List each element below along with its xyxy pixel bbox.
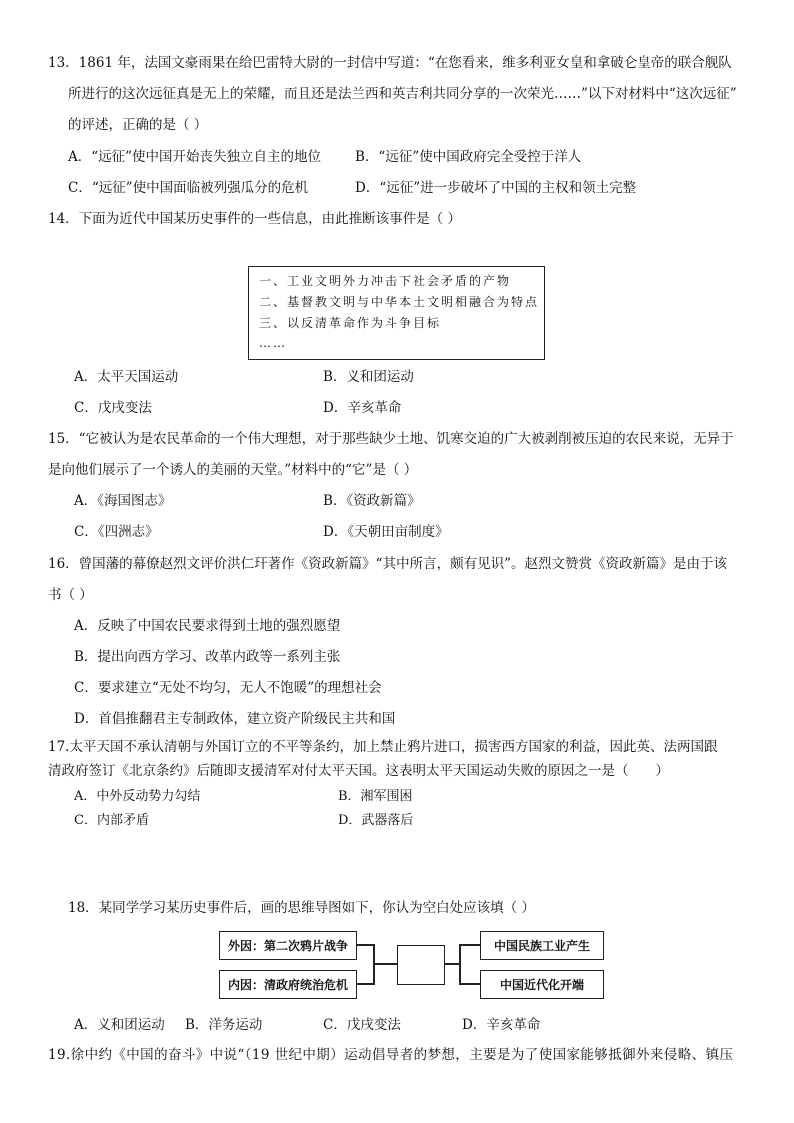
- mindmap-connector: [373, 963, 397, 965]
- q16-stem-line-1: 16．曾国藩的幕僚赵烈文评价洪仁玕著作《资政新篇》“其中所言，颇有见识”。赵烈文赞赏《资政新篇》是由于该: [48, 556, 727, 572]
- mindmap-external-cause: 外因：第二次鸦片战争: [219, 931, 357, 960]
- q14-option-d: D．辛亥革命: [323, 400, 402, 416]
- mindmap-result-industry: 中国民族工业产生: [480, 931, 604, 960]
- q14-info-line-1: 一、工业文明外力冲击下社会矛盾的产物: [259, 274, 512, 288]
- q13-stem-line-3: 的评述，正确的是（ ）: [68, 117, 208, 133]
- q18-option-b: B．洋务运动: [185, 1017, 263, 1033]
- q16-option-d: D．首倡推翻君主专制政体，建立资产阶级民主共和国: [74, 711, 396, 727]
- mindmap-connector: [459, 983, 480, 985]
- q14-info-line-2: 二、基督教文明与中华本土文明相融合为特点: [259, 295, 540, 309]
- mindmap-connector: [356, 983, 374, 985]
- q18-option-c: C．戊戌变法: [323, 1017, 401, 1033]
- q17-option-d: D．武器落后: [338, 813, 414, 828]
- q15-stem-line-2: 是向他们展示了一个诱人的美丽的天堂。”材料中的“它”是（ ）: [48, 462, 418, 478]
- q13-option-a: A．“远征”使中国开始丧失独立自主的地位: [68, 149, 322, 165]
- q15-option-c: C．《四洲志》: [74, 524, 159, 540]
- q15-option-d: D．《天朝田亩制度》: [323, 524, 449, 540]
- q14-option-a: A．太平天国运动: [74, 369, 179, 385]
- mindmap-result-modernization: 中国近代化开端: [480, 970, 604, 999]
- q15-option-b: B．《资政新篇》: [323, 493, 421, 509]
- q17-option-a: A．中外反动势力勾结: [74, 789, 201, 804]
- mindmap-connector: [459, 944, 461, 985]
- q15-stem-line-1: 15．“它被认为是农民革命的一个伟大理想，对于那些缺少土地、饥寒交迫的广大被剥削被压迫的农民来说，无异于: [48, 431, 734, 447]
- q13-stem-line-2: 所进行的这次远征真是无上的荣耀，而且还是法兰西和英吉利共同分享的一次荣光……”以下对材料中“这次远征”: [68, 86, 737, 102]
- q16-option-c: C．要求建立“无处不均匀，无人不饱暖”的理想社会: [74, 680, 382, 696]
- q14-info-line-3: 三、以反清革命作为斗争目标: [259, 316, 442, 330]
- q18-option-d: D．辛亥革命: [462, 1017, 541, 1033]
- q13-stem-line-1: 13．1861 年，法国文豪雨果在给巴雷特大尉的一封信中写道：“在您看来，维多利亚女皇和拿破仑皇帝的联合舰队: [48, 55, 732, 71]
- q13-option-c: C．“远征”使中国面临被列强瓜分的危机: [68, 180, 309, 196]
- q14-info-line-4: ……: [259, 336, 287, 350]
- q13-option-b: B．“远征”使中国政府完全受控于洋人: [355, 149, 582, 165]
- q18-option-a: A．义和团运动: [74, 1017, 165, 1033]
- q17-option-b: B．湘军围困: [338, 789, 413, 804]
- mindmap-internal-cause: 内因：清政府统治危机: [219, 970, 357, 999]
- mindmap-connector: [356, 944, 374, 946]
- mindmap-blank-center: [397, 945, 445, 985]
- mindmap-connector: [459, 944, 480, 946]
- q17-option-c: C．内部矛盾: [74, 813, 149, 828]
- q17-stem-line-2: 清政府签订《北京条约》后随即支援清军对付太平天国。这表明太平天国运动失败的原因之一是（ ）: [48, 763, 669, 779]
- q19-stem-line-1: 19.徐中约《中国的奋斗》中说“（19 世纪中期）运动倡导者的梦想，主要是为了使国家能够抵御外来侵略、镇压: [48, 1047, 734, 1063]
- mindmap-connector: [444, 963, 460, 965]
- q17-stem-line-1: 17.太平天国不承认清朝与外国订立的不平等条约，加上禁止鸦片进口，损害西方国家的利益，因此英、法两国跟: [48, 739, 718, 755]
- q14-stem: 14．下面为近代中国某历史事件的一些信息，由此推断该事件是（ ）: [48, 211, 461, 227]
- q14-option-c: C．戊戌变法: [74, 400, 152, 416]
- q14-option-b: B．义和团运动: [323, 369, 414, 385]
- q18-stem: 18．某同学学习某历史事件后，画的思维导图如下，你认为空白处应该填（ ）: [68, 900, 535, 916]
- q16-option-b: B．提出向西方学习、改革内政等一系列主张: [74, 649, 341, 665]
- q13-option-d: D．“远征”进一步破坏了中国的主权和领土完整: [355, 180, 637, 196]
- q16-stem-line-2: 书（ ）: [48, 587, 93, 603]
- q16-option-a: A．反映了中国农民要求得到土地的强烈愿望: [74, 618, 341, 634]
- q15-option-a: A．《海国图志》: [74, 493, 172, 509]
- q14-info-box: [248, 266, 545, 360]
